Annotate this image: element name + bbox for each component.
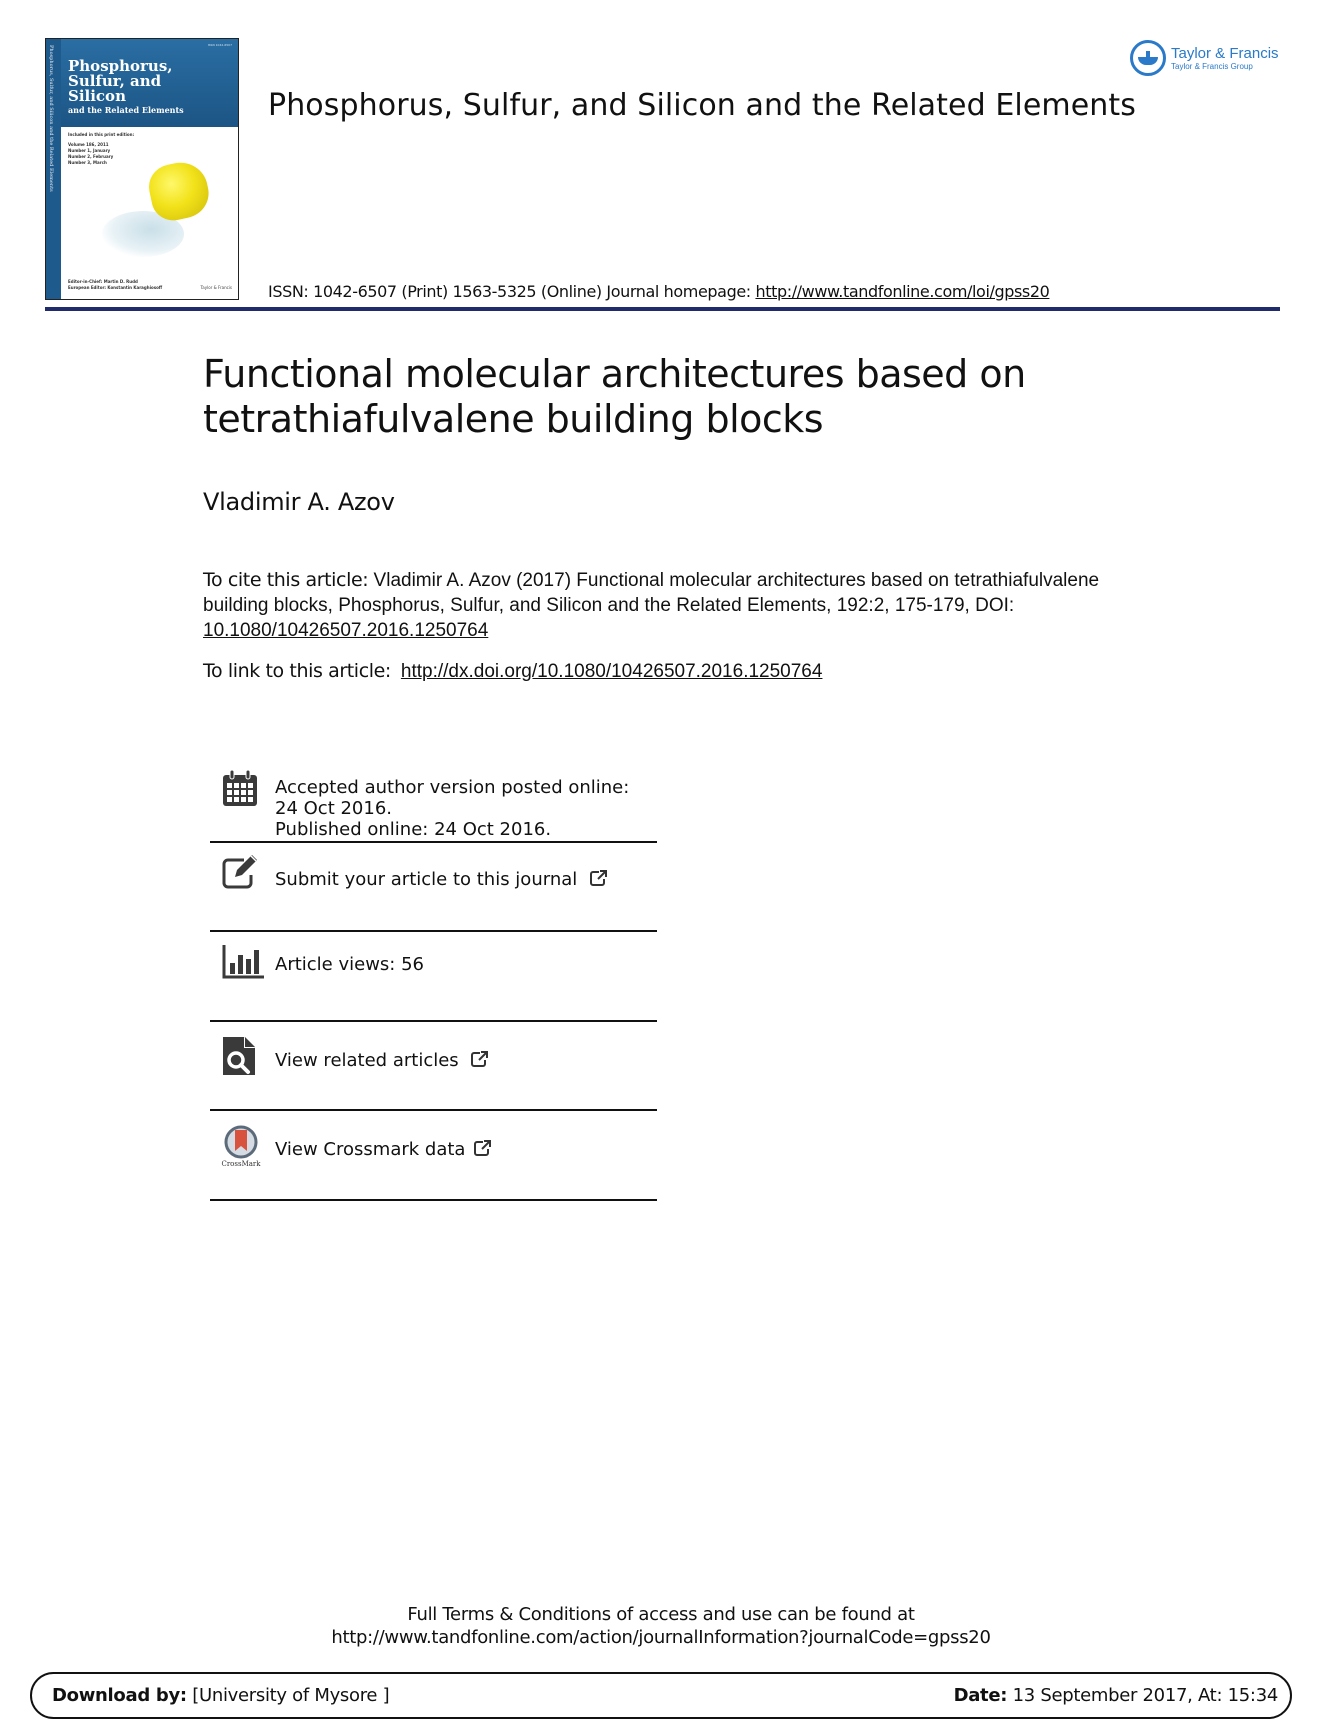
header-divider (45, 307, 1280, 311)
download-by-label: Download by: (52, 1685, 187, 1706)
bar-chart-icon (222, 945, 264, 983)
cover-number: Number 1, January (68, 148, 111, 153)
download-date-label: Date: (953, 1685, 1008, 1706)
cover-editor: Editor-in-Chief: Martin D. Rudd (68, 279, 138, 284)
cover-number: Number 3, March (68, 160, 107, 165)
download-date-value: 13 September 2017, At: 15:34 (1007, 1685, 1278, 1706)
crossmark-logo-text: CrossMark (221, 1160, 261, 1168)
crossmark-icon (220, 1125, 262, 1168)
submit-article-row[interactable] (210, 843, 657, 932)
terms-url[interactable]: http://www.tandfonline.com/action/journalInformation?journalCode=gpss20 (331, 1627, 991, 1648)
cover-title-band (61, 39, 238, 127)
article-views-row (210, 932, 657, 1022)
external-link-icon (589, 870, 607, 891)
crossmark-link[interactable]: View Crossmark data (275, 1139, 466, 1160)
article-title: Functional molecular architectures based on tetrathiafulvalene building blocks (203, 352, 1026, 441)
terms-text: Full Terms & Conditions of access and use can be found at (407, 1604, 915, 1625)
publisher-logo[interactable] (1130, 40, 1279, 76)
citation-block (203, 568, 1163, 643)
article-doi-url-link[interactable]: http://dx.doi.org/10.1080/10426507.2016.1250764 (400, 661, 823, 682)
cover-volume: Volume 186, 2011 (68, 142, 109, 147)
download-by-value: [University of Mysore ] (186, 1685, 390, 1706)
doi-link[interactable]: 10.1080/10426507.2016.1250764 (203, 620, 489, 641)
cover-spine-text: Phosphorus, Sulfur, and Silicon and the Related Elements (48, 45, 54, 192)
publication-dates-row (210, 760, 657, 843)
cover-number: Number 2, February (68, 154, 114, 159)
publisher-lamp-icon (1130, 40, 1166, 76)
publisher-name: Taylor & Francis (1171, 44, 1279, 62)
article-info-list (210, 760, 657, 1201)
cover-edition-info (68, 132, 232, 166)
cover-footer (68, 279, 232, 291)
issn-line (268, 282, 1049, 301)
edit-pencil-icon (222, 855, 260, 893)
calendar-icon (222, 769, 258, 811)
cover-publisher: Taylor & Francis (200, 285, 232, 290)
article-link-block (203, 660, 822, 683)
cover-spine (46, 39, 61, 299)
journal-homepage-link[interactable]: http://www.tandfonline.com/loi/gpss20 (755, 282, 1050, 301)
citation-label: To cite this article: (203, 569, 369, 591)
citation-text: Vladimir A. Azov (2017) Functional molecular architectures based on tetrathiafulvalene building blocks, Phosphorus, Sulfur, and Silicon and the Related Elements, 192:2, 175-179, DOI: (203, 570, 1100, 616)
related-articles-row[interactable] (210, 1022, 657, 1111)
cover-title-line: Phosphorus, (68, 57, 173, 75)
download-by (52, 1685, 389, 1706)
publisher-group: Taylor & Francis Group (1171, 61, 1253, 71)
journal-title: Phosphorus, Sulfur, and Silicon and the Related Elements (268, 88, 1136, 123)
accepted-date-text: Accepted author version posted online: 24 Oct 2016. (275, 777, 630, 819)
article-author: Vladimir A. Azov (203, 488, 395, 516)
cover-title-line: Sulfur, and (68, 72, 162, 90)
crossmark-row[interactable] (210, 1111, 657, 1201)
download-date (954, 1685, 1278, 1706)
download-info-bar (30, 1672, 1292, 1719)
journal-cover-image (45, 38, 239, 300)
issn-text: ISSN: 1042-6507 (Print) 1563-5325 (Online) Journal homepage: (268, 282, 756, 301)
cover-title-line: Silicon (68, 87, 126, 105)
document-search-icon (222, 1036, 256, 1080)
terms-and-conditions (0, 1603, 1322, 1649)
cover-issn: ISSN 1042-6507 (207, 43, 232, 47)
article-link-label: To link to this article: (203, 660, 391, 682)
cover-included: Included in this print edition: (68, 132, 135, 137)
related-articles-link[interactable]: View related articles (275, 1050, 459, 1071)
external-link-icon (473, 1140, 491, 1161)
cover-subtitle: and the Related Elements (68, 105, 184, 115)
submit-article-link[interactable]: Submit your article to this journal (275, 869, 578, 890)
external-link-icon (470, 1051, 488, 1072)
article-views-count: Article views: 56 (275, 954, 424, 975)
published-date-text: Published online: 24 Oct 2016. (275, 819, 552, 840)
cover-european-editor: European Editor: Konstantin Karaghiosoff (68, 285, 163, 290)
